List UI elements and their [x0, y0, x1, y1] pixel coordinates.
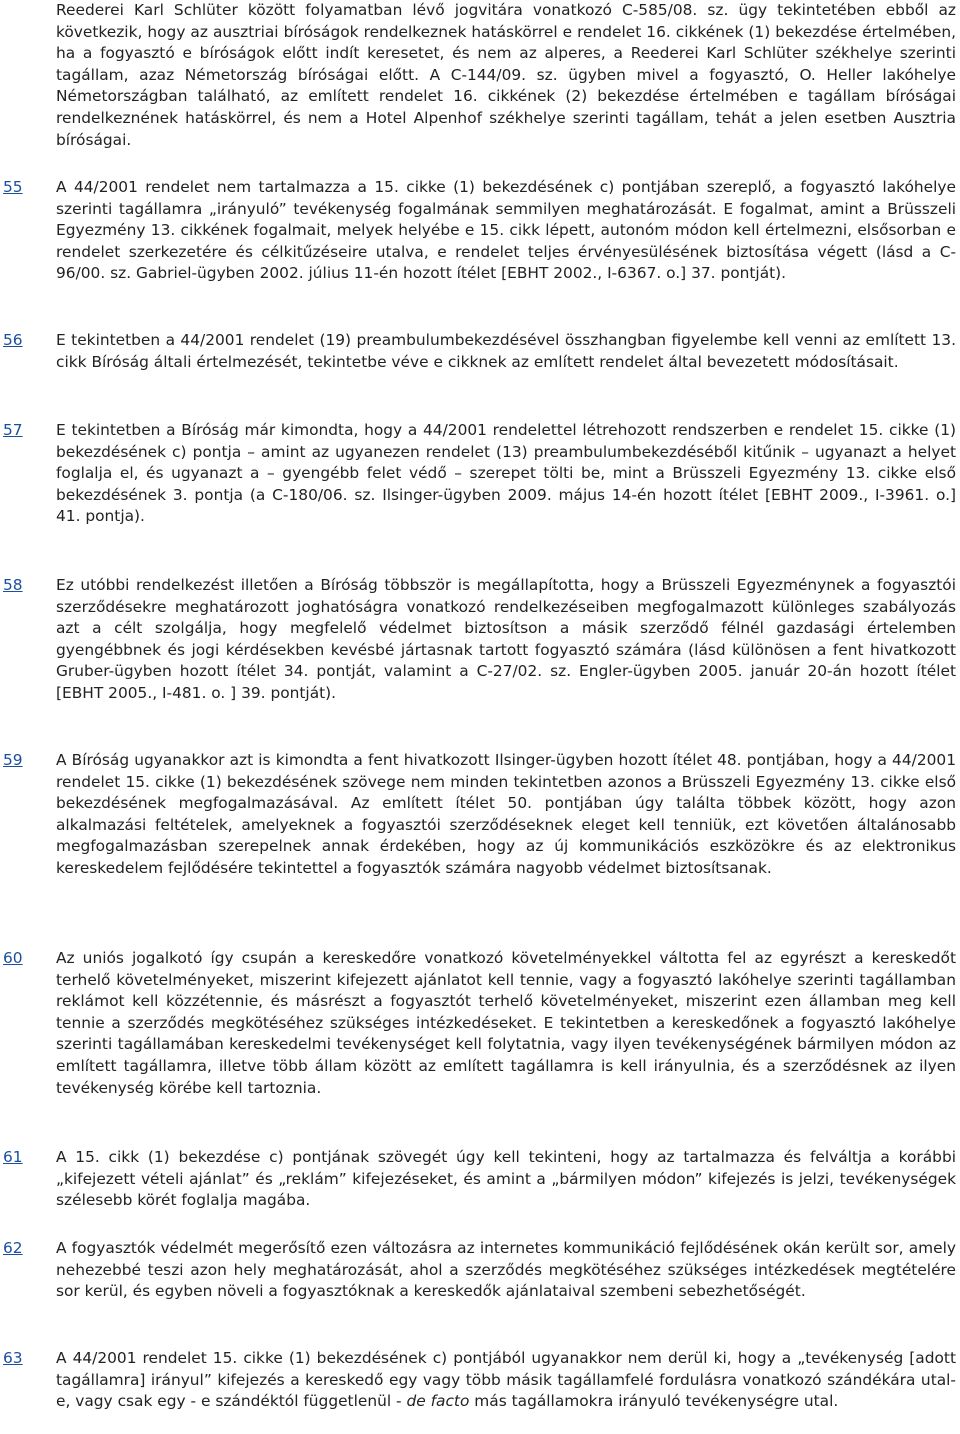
- paragraph-number-link[interactable]: 62: [3, 1239, 23, 1257]
- paragraph-number-link[interactable]: 58: [3, 576, 23, 594]
- paragraph-number-link[interactable]: 57: [3, 421, 23, 439]
- paragraph-number-link[interactable]: 60: [3, 949, 23, 967]
- paragraph-text: E tekintetben a Bíróság már kimondta, hogy a 44/2001 rendelettel létrehozott rendszerben e rendelet 15. cikke (1) bekezdésének c) pontja – amint az ugyanezen rendelet (13) preambulumbekezdéséből kitűnik – ugyanazt a helyet foglalja el, és ugyanazt a – gyengébb felet védő – szerepet tölti be, mint a Brüsszeli Egyezmény 13. cikke első bekezdésének 3. pontja (a C-180/06. sz. Ilsinger-ügyben 2009. május 14-én hozott ítélet [EBHT 2009., I-3961. o.] 41. pontja).: [56, 421, 956, 526]
- paragraph-text: E tekintetben a 44/2001 rendelet (19) preambulumbekezdésével összhangban figyelembe kell venni az említett 13. cikk Bíróság általi értelmezését, tekintetbe véve e cikknek az említett rendelet által bevezetett módosításait.: [56, 331, 956, 371]
- paragraph-text: A 15. cikk (1) bekezdése c) pontjának szövegét úgy kell tekinteni, hogy az tartalmazza és felváltja a korábbi „kifejezett vételi ajánlat” és „reklám” kifejezéseket, és amint a „bármilyen módon” kifejezés is jelzi, tevékenységek szélesebb körét foglalja magába.: [56, 1148, 956, 1210]
- paragraph-text: [56, 1348, 956, 1413]
- paragraph-number-link[interactable]: 61: [3, 1148, 23, 1166]
- paragraph-text: A 44/2001 rendelet nem tartalmazza a 15. cikke (1) bekezdésének c) pontjában szereplő, a fogyasztó lakóhelye szerinti tagállamra „irányuló” tevékenység fogalmának semmilyen meghatározását. E fogalmat, amint a Brüsszeli Egyezmény 13. cikkének fogalmait, melyek helyébe e 15. cikk lépett, autonóm módon kell értelmezni, elsősorban e rendelet szerkezetére és célkitűzéseire utalva, e rendelet teljes érvényesülésének biztosítása végett (lásd a C-96/00. sz. Gabriel-ügyben 2002. július 11-én hozott ítélet [EBHT 2002., I-6367. o.] 37. pontját).: [56, 178, 956, 283]
- paragraph-number-link[interactable]: 56: [3, 331, 23, 349]
- paragraph-number-link[interactable]: 59: [3, 751, 23, 769]
- paragraph-text: A fogyasztók védelmét megerősítő ezen változásra az internetes kommunikáció fejlődésének okán került sor, amely nehezebbé teszi azon hely meghatározását, ahol a szerződés megkötéséhez szükséges intézkedések megtételére sor kerül, és egyben növeli a fogyasztóknak a kereskedők ajánlataival szembeni sebezhetőségét.: [56, 1239, 956, 1301]
- paragraph-text: A Bíróság ugyanakkor azt is kimondta a fent hivatkozott Ilsinger-ügyben hozott ítélet 48. pontjában, hogy a 44/2001 rendelet 15. cikke (1) bekezdésének szövege nem minden tekintetben azonos a Brüsszeli Egyezmény 13. cikke első bekezdésének megfogalmazásával. Az említett ítélet 50. pontjában úgy találta többek között, hogy azon alkalmazási feltételek, amelyeknek a fogyasztói szerződéseknek eleget kell tenniük, ezt követően általánosabb megfogalmazásban szerepelnek annak érdekében, hogy az új kommunikációs eszközökre és az elektronikus kereskedelem fejlődésére tekintettel a fogyasztók számára nagyobb védelmet biztosítsanak.: [56, 751, 956, 877]
- intro-paragraph: Reederei Karl Schlüter között folyamatban lévő jogvitára vonatkozó C-585/08. sz. ügy tekintetében ebből az következik, hogy az ausztriai bíróságok rendelkeznek hatáskörrel e rendelet 16. cikkének (1) bekezdése értelmében, ha a fogyasztó e bíróságok előtt indít keresetet, és nem az alperes, a Reederei Karl Schlüter székhelye szerinti tagállam, azaz Németország bíróságai előtt. A C-144/09. sz. ügyben mivel a fogyasztó, O. Heller lakóhelye Németországban található, az említett rendelet 16. cikkének (2) bekezdése értelmében e tagállam bíróságai rendelkeznének hatáskörrel, és nem a Hotel Alpenhof székhelye szerinti tagállam, tehát a jelen esetben Ausztria bíróságai.: [56, 1, 956, 149]
- paragraph-number-link[interactable]: 55: [3, 178, 23, 196]
- italic-term: de facto: [406, 1392, 470, 1411]
- paragraph-number-link[interactable]: 63: [3, 1349, 23, 1367]
- paragraph-text: Ez utóbbi rendelkezést illetően a Bíróság többször is megállapította, hogy a Brüsszeli Egyezménynek a fogyasztói szerződésekre meghatározott joghatóságra vonatkozó rendelkezéseiben megfogalmazott különleges szabályozás azt a célt szolgálja, hogy megfelelő védelmet biztosítson a másik szerződő félnél gazdasági értelemben gyengébbnek és jogi kérdésekben kevésbé jártasnak tartott fogyasztó számára (lásd különösen a fent hivatkozott Gruber-ügyben hozott ítélet 34. pontját, valamint a C-27/02. sz. Engler-ügyben 2005. január 20-án hozott ítélet [EBHT 2005., I-481. o. ] 39. pontját).: [56, 576, 956, 702]
- text-segment: más tagállamokra irányuló tevékenységre utal.: [469, 1392, 839, 1411]
- text-segment: A 44/2001 rendelet 15. cikke (1) bekezdésének c) pontjából ugyanakkor nem derül ki, hogy a „tevékenység [adott tagállamra] irányul” kifejezés a kereskedő egy vagy több másik tagállamfelé fordulásra vonatkozó szándékára utal-e, vagy csak egy - e szándéktól függetlenül -: [56, 1349, 956, 1411]
- paragraph-text: Az uniós jogalkotó így csupán a kereskedőre vonatkozó követelményekkel váltotta fel az egyrészt a kereskedőt terhelő követelményeket, miszerint kifejezett ajánlatot kell tennie, vagy a fogyasztó lakóhelye szerinti tagállamban reklámot kell közzétennie, és másrészt a fogyasztót terhelő követelményeket, miszerint ezen államban meg kell tennie a szerződés megkötéséhez szükséges intézkedéseket. E tekintetben a kereskedőnek a fogyasztó lakóhelye szerinti tagállamában kereskedelmi tevékenységet kell folytatnia, vagy ilyen tevékenységének bármilyen módon az említett tagállamra, illetve több állam között az említett tagállamra is kell irányulnia, és a szerződésnek az ilyen tevékenység körébe kell tartoznia.: [56, 949, 956, 1097]
